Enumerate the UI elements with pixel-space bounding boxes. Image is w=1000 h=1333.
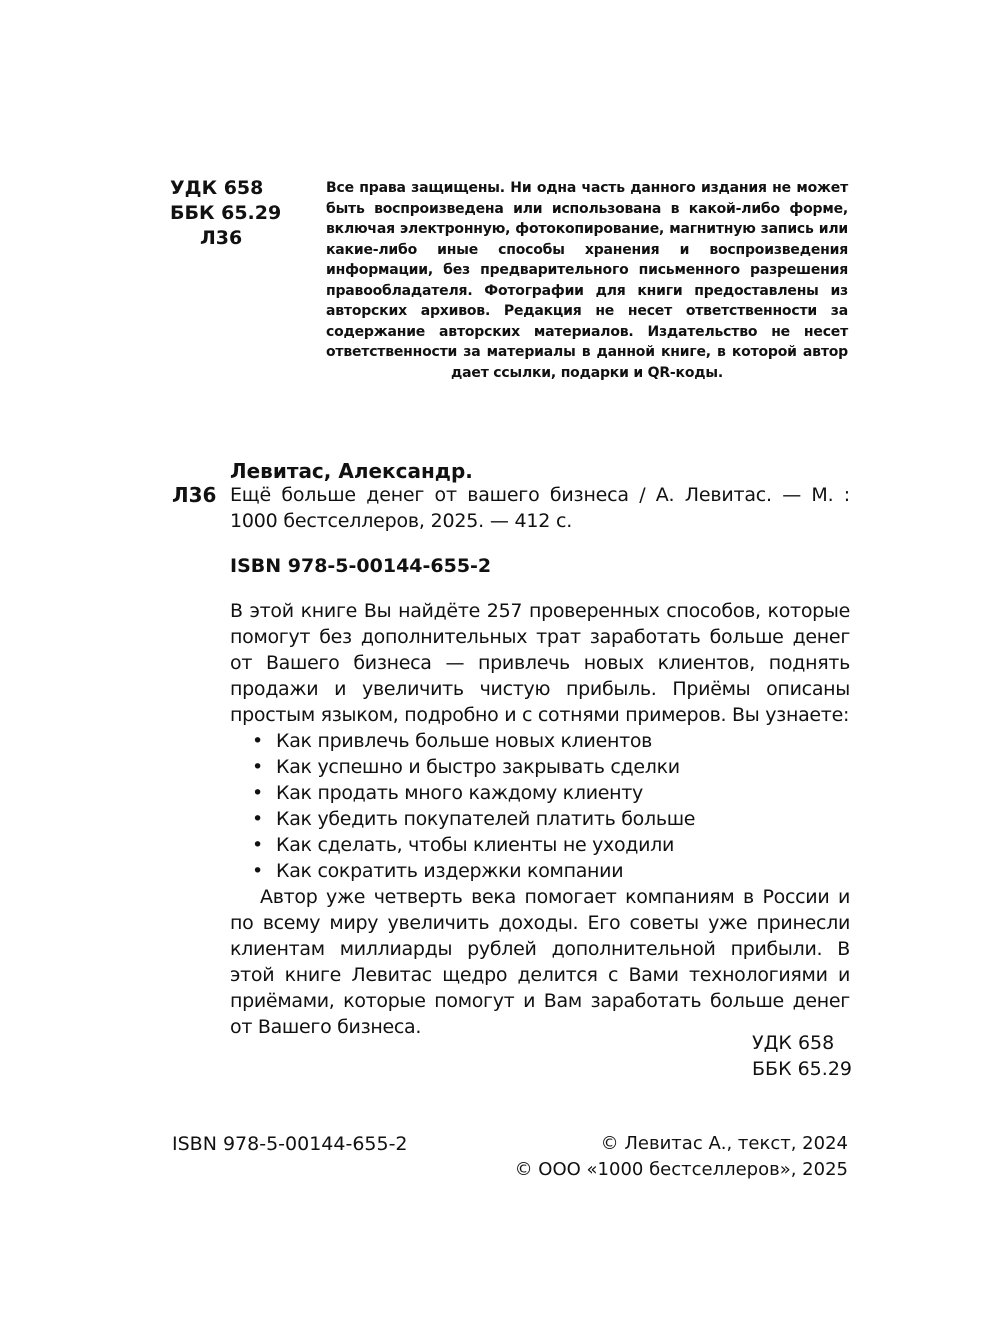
bibliographic-description: Ещё больше денег от вашего бизнеса / А. Левитас. — М. : 1000 бестселлеров, 2025. — 412 с. [230,484,850,532]
annotation [230,598,850,1040]
bullet-icon: • [252,756,263,778]
bbk-code-bottom: ББК 65.29 [752,1058,852,1080]
list-item [230,832,850,858]
list-item-text: Как сделать, чтобы клиенты не уходили [276,834,675,856]
rights-notice: Все права защищены. Ни одна часть данного издания не может быть воспроизведена или использована в какой-либо форме, включая электронную, фотокопирование, магнитную запись или какие-либо иные способы хранения и воспроизведения информации, без предварительного письменного разрешения правообладателя. Фотографии для книги предоставлены из авторских архивов. Редакция не несет ответственности за содержание авторских материалов. Издательство не несет ответственности за материалы в данной книге, в которой автор дает ссылки, подарки и QR-коды. [326,180,848,381]
list-item-text: Как успешно и быстро закрывать сделки [276,756,680,778]
isbn-main: ISBN 978-5-00144-655-2 [230,555,492,577]
list-item [230,754,850,780]
annotation-closing: Автор уже четверть века помогает компаниям в России и по всему миру увеличить доходы. Его советы уже принесли клиентам миллиарды рублей дополнительной прибыли. В этой книге Левитас щедро делится с Вами технологиями и приёмами, которые помогут и Вам заработать больше денег от Вашего бизнеса. [230,886,850,1038]
bullet-icon: • [252,808,263,830]
udk-code-bottom: УДК 658 [752,1032,835,1054]
isbn-bottom: ISBN 978-5-00144-655-2 [172,1133,408,1155]
author-mark: Л36 [200,227,243,249]
list-item-text: Как убедить покупателей платить больше [276,808,696,830]
list-item-text: Как привлечь больше новых клиентов [276,730,653,752]
classification-codes-bottom [752,1030,852,1082]
copyright-text-line: © Левитас А., текст, 2024 [600,1133,848,1154]
list-item-text: Как продать много каждому клиенту [276,782,643,804]
copyright-publisher-line: © ООО «1000 бестселлеров», 2025 [514,1159,848,1180]
list-item [230,780,850,806]
bbk-code: ББК 65.29 [170,202,282,224]
bullet-icon: • [252,782,263,804]
annotation-bullet-list [230,728,850,884]
bullet-icon: • [252,834,263,856]
list-item [230,858,850,884]
udk-code: УДК 658 [170,177,264,199]
copyright-block [515,1131,848,1183]
annotation-intro: В этой книге Вы найдёте 257 проверенных способов, которые помогут без дополнительных трат заработать больше денег от Вашего бизнеса — привлечь новых клиентов, поднять продажи и увеличить чистую прибыль. Приёмы описаны простым языком, подробно и с сотнями примеров. Вы узнаете: [230,600,850,726]
list-item-text: Как сократить издержки компании [276,860,624,882]
bullet-icon: • [252,860,263,882]
bullet-icon: • [252,730,263,752]
author-name: Левитас, Александр. [230,459,473,483]
list-item [230,728,850,754]
author-mark-bibliographic: Л36 [172,483,217,507]
list-item [230,806,850,832]
classification-codes-top [170,176,290,251]
